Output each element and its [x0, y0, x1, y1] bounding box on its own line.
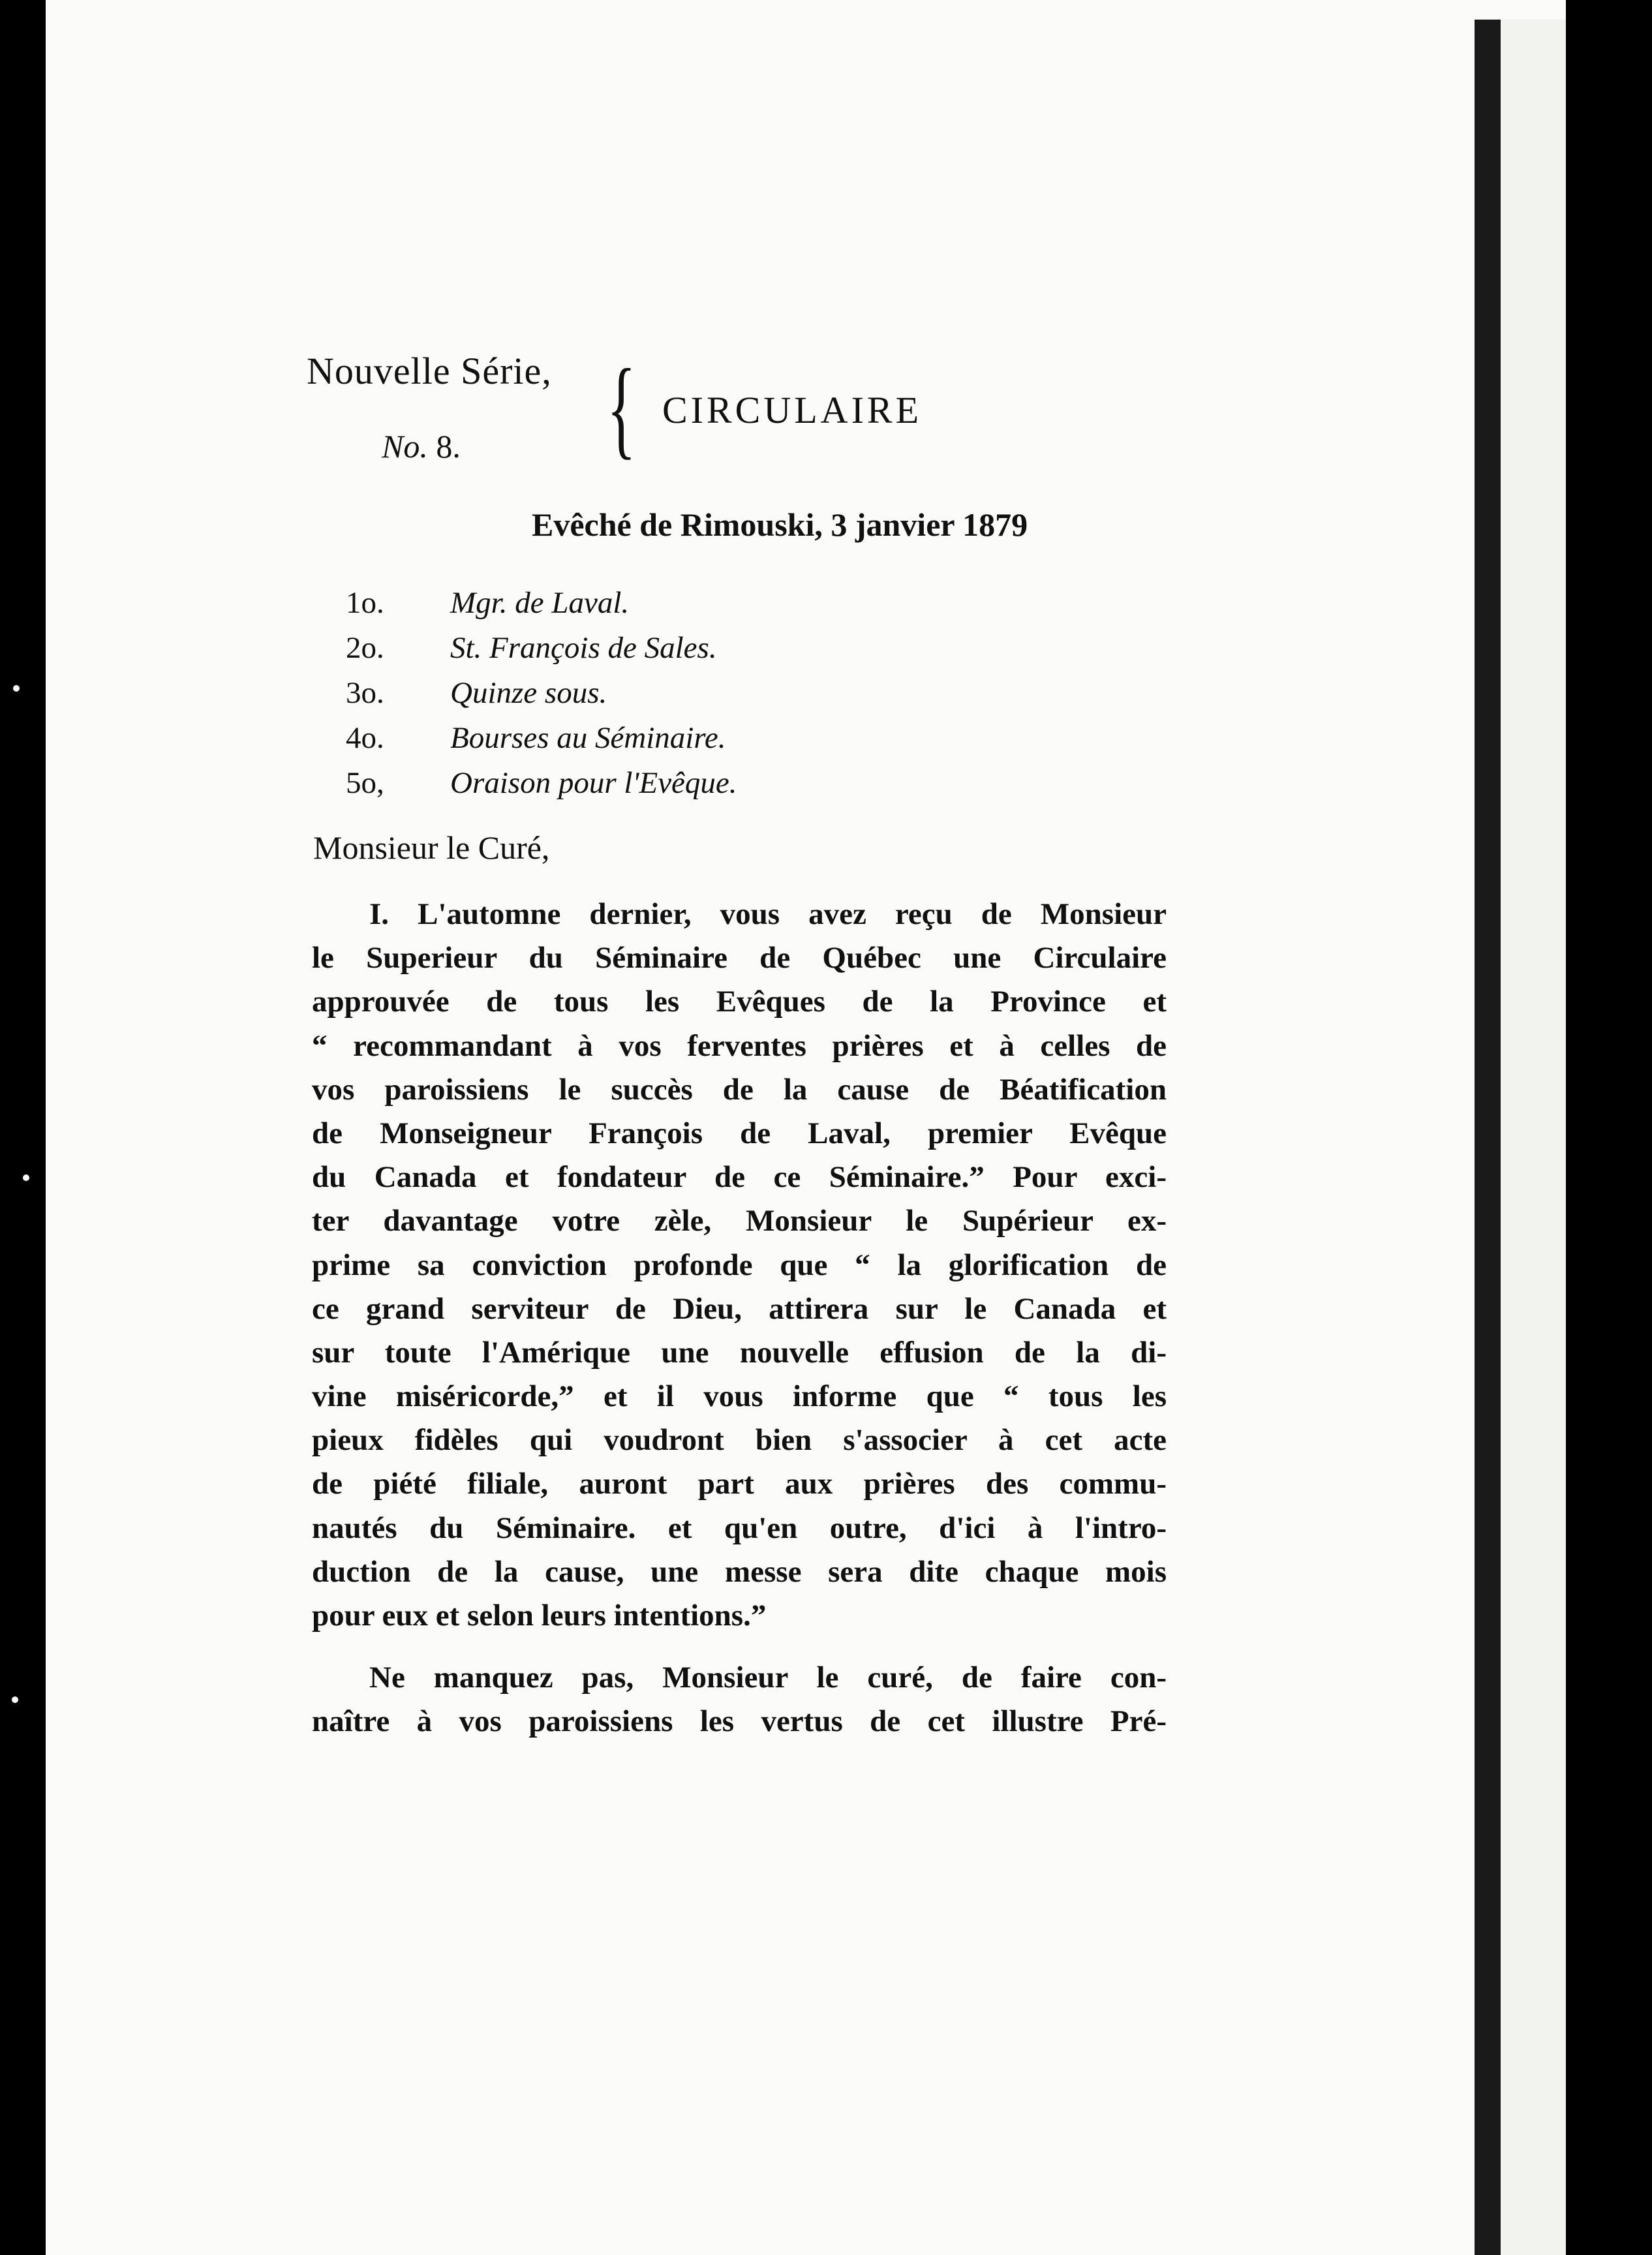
text-line: I. L'automne dernier, vous avez reçu de Monsieur	[369, 897, 1167, 931]
page-edge	[1501, 0, 1566, 2255]
salutation: Monsieur le Curé,	[313, 829, 550, 866]
text-line: vine miséricorde,” et il vous informe que “ tous les	[312, 1379, 1167, 1414]
topic-number: 5o,	[346, 766, 384, 800]
paragraph-1	[312, 893, 1167, 1638]
page-corner	[1455, 0, 1566, 20]
letter-body	[312, 893, 1167, 1744]
topic-list	[346, 581, 737, 806]
number-prefix: No.	[382, 428, 428, 465]
text-line: pieux fidèles qui voudront bien s'associer à cet acte	[312, 1423, 1167, 1458]
text-line: approuvée de tous les Evêques de la Province et	[312, 985, 1167, 1019]
text-line: de Monseigneur François de Laval, premier Evêque	[312, 1116, 1167, 1150]
text-line: duction de la cause, une messe sera dite chaque mois	[312, 1554, 1167, 1589]
paragraph-2	[312, 1656, 1167, 1743]
text-line: ter davantage votre zèle, Monsieur le Supérieur ex-	[312, 1204, 1167, 1238]
text-line: sur toute l'Amérique une nouvelle effusion de la di-	[312, 1335, 1167, 1370]
text-line: le Superieur du Séminaire de Québec une Circulaire	[312, 941, 1167, 975]
topic-number: 2o.	[346, 631, 384, 665]
topic-item	[346, 761, 737, 806]
paragraph-gap	[312, 1638, 1167, 1656]
topic-title: Bourses au Séminaire.	[450, 721, 726, 755]
scan-speck	[13, 685, 20, 692]
circular-title: CIRCULAIRE	[662, 389, 922, 431]
scan-speck	[12, 1696, 18, 1703]
topic-number: 4o.	[346, 721, 384, 755]
page-shadow	[1475, 0, 1501, 2255]
text-line: vos paroissiens le succès de la cause de Béatification	[312, 1072, 1167, 1107]
topic-number: 3o.	[346, 676, 384, 710]
text-line: Ne manquez pas, Monsieur le curé, de faire con-	[369, 1661, 1167, 1695]
text-line: naître à vos paroissiens les vertus de cet illustre Pré-	[312, 1704, 1167, 1739]
text-line: nautés du Séminaire. et qu'en outre, d'ici à l'intro-	[312, 1511, 1167, 1545]
text-line: de piété filiale, auront part aux prières des commu-	[312, 1467, 1167, 1501]
series-label: Nouvelle Série,	[307, 350, 552, 392]
text-line: “ recommandant à vos ferventes prières et à celles de	[312, 1028, 1167, 1063]
topic-title: St. François de Sales.	[450, 631, 717, 665]
topic-title: Oraison pour l'Evêque.	[450, 766, 737, 800]
dateline: Evêché de Rimouski, 3 janvier 1879	[532, 506, 1028, 543]
text-line: prime sa conviction profonde que “ la glorification de	[312, 1248, 1167, 1282]
number-value: 8.	[436, 428, 461, 465]
topic-title: Mgr. de Laval.	[450, 586, 630, 620]
text-line: ce grand serviteur de Dieu, attirera sur le Canada et	[312, 1291, 1167, 1326]
topic-item	[346, 716, 737, 761]
topic-number: 1o.	[346, 586, 384, 620]
text-line: du Canada et fondateur de ce Séminaire.” Pour exci-	[312, 1160, 1167, 1195]
topic-item	[346, 581, 737, 626]
topic-item	[346, 626, 737, 671]
topic-item	[346, 671, 737, 716]
topic-title: Quinze sous.	[450, 676, 607, 710]
text-line: pour eux et selon leurs intentions.”	[312, 1599, 767, 1633]
brace-glyph: {	[607, 346, 636, 469]
circular-number	[382, 427, 461, 465]
scan-speck	[23, 1174, 29, 1181]
